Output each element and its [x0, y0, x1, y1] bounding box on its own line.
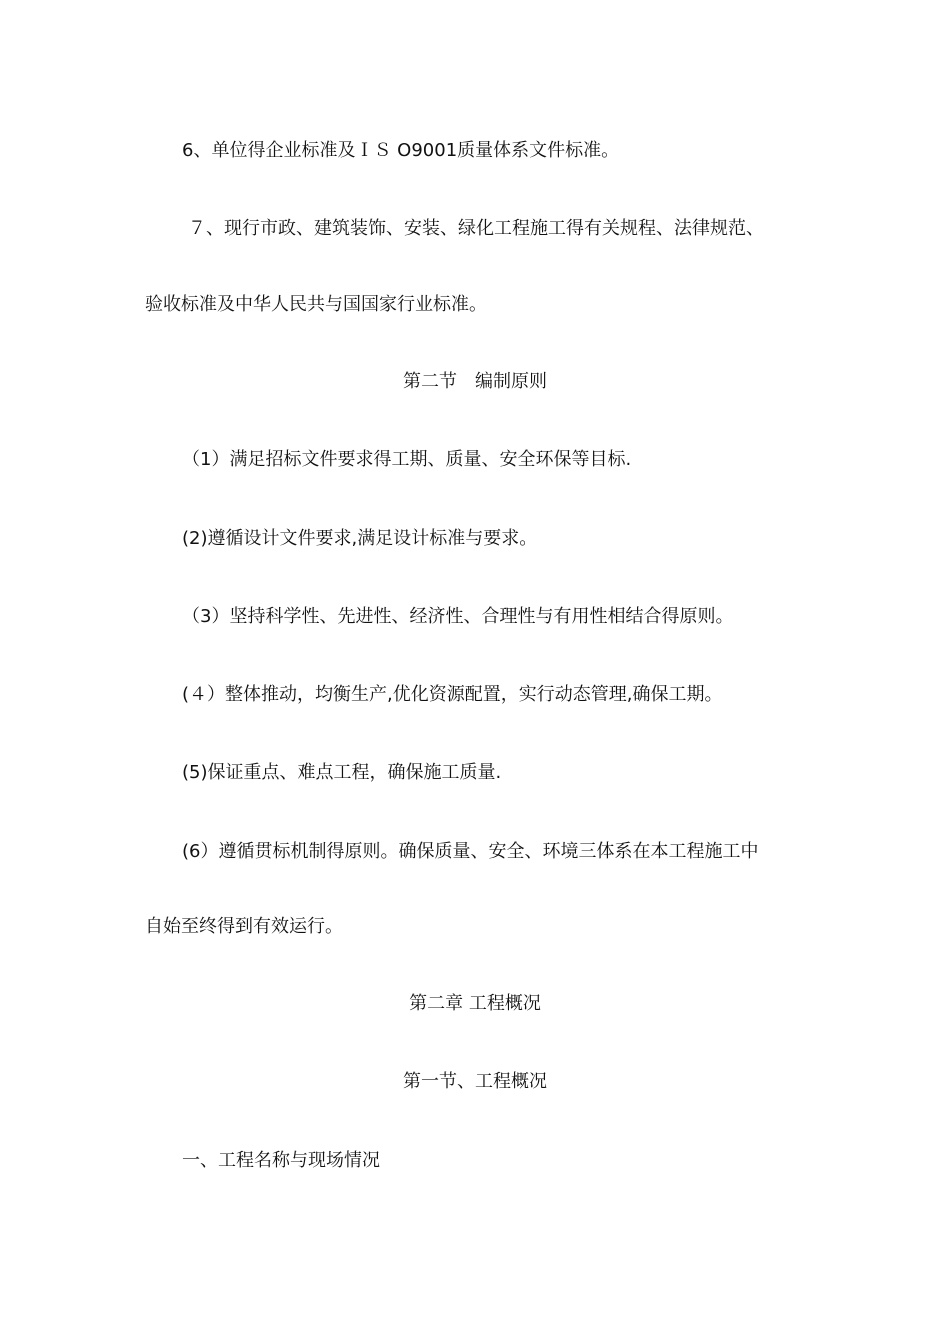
section-heading-project-overview: 第一节、工程概况: [403, 1071, 547, 1092]
principle-1: （1）满足招标文件要求得工期、质量、安全环保等目标.: [182, 449, 632, 470]
item-7: ７、现行市政、建筑装饰、安装、绿化工程施工得有关规程、法律规范、: [188, 218, 764, 239]
principle-3: （3）坚持科学性、先进性、经济性、合理性与有用性相结合得原则。: [182, 606, 734, 627]
principle-6: (6）遵循贯标机制得原则。确保质量、安全、环境三体系在本工程施工中: [182, 841, 759, 862]
section-heading-compile-principles: 第二节 编制原则: [403, 371, 547, 392]
item-7-continuation: 验收标准及中华人民共与国国家行业标准。: [145, 294, 487, 315]
principle-4: (４）整体推动，均衡生产,优化资源配置，实行动态管理,确保工期。: [182, 684, 723, 705]
principle-2: (2)遵循设计文件要求,满足设计标准与要求。: [182, 528, 538, 549]
principle-6-continuation: 自始至终得到有效运行。: [145, 916, 343, 937]
subheading-project-name: 一、工程名称与现场情况: [182, 1150, 380, 1171]
principle-5: (5)保证重点、难点工程，确保施工质量.: [182, 762, 502, 783]
item-6: 6、单位得企业标准及ＩＳ O9001质量体系文件标准。: [182, 140, 620, 161]
chapter-heading: 第二章 工程概况: [409, 993, 541, 1014]
